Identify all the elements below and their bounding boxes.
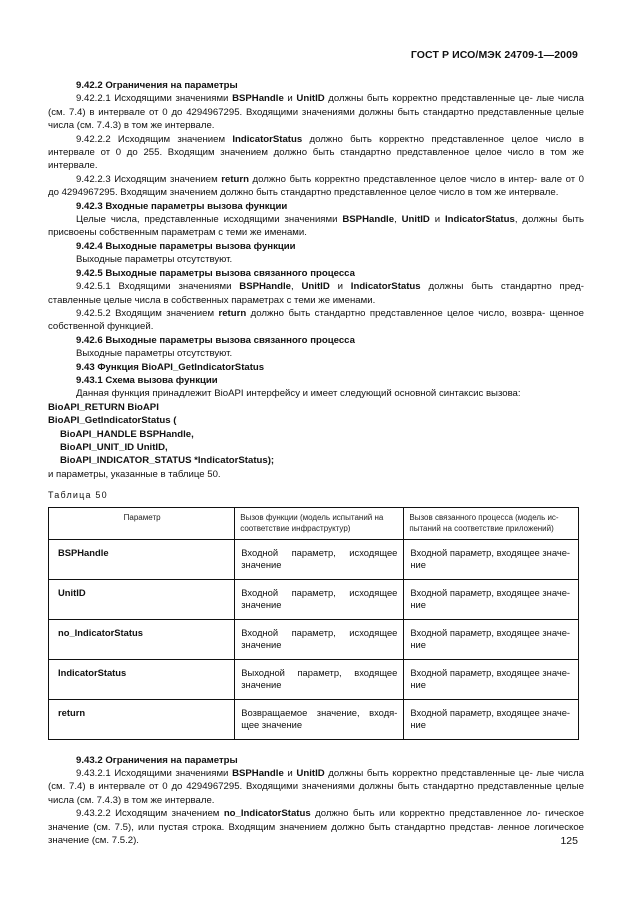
heading-9-42-6: 9.42.6 Выходные параметры вызова связанного процесса xyxy=(76,334,355,346)
heading-9-42-2: 9.42.2 Ограничения на параметры xyxy=(76,80,238,91)
para-9-43-1: Данная функция принадлежит BioAPI интерфейсу и имеет следующий основной синтаксис вызова: xyxy=(76,388,521,400)
cell-proc: Входной параметр, входящее значе- ние xyxy=(404,659,579,699)
code-line-3: BioAPI_HANDLE BSPHandle, xyxy=(60,428,194,440)
para-9-43-2-2: 9.43.2.2 Исходящим значением no_IndicatorStatus должно быть или корректно представленное ло- гическое значение (см. 7.5), или пустая строка. Входящим значением должно быть стандартно представ- ленное логическое значение (см. 7.5.2). xyxy=(48,808,585,847)
header-parameter: Параметр xyxy=(49,507,235,539)
table-row xyxy=(49,619,579,659)
para-9-42-2-2: 9.42.2.2 Исходящим значением IndicatorStatus должно быть корректно представленное целое число в интервале от 0 до 255. Входящим значением должно быть стандартно представленное целое число в том же интервале. xyxy=(48,133,584,172)
cell-func: Выходной параметр, входящее значение xyxy=(235,659,404,699)
document-body xyxy=(48,79,584,847)
table-row xyxy=(49,539,579,579)
table-header-row xyxy=(49,507,579,539)
cell-func: Возвращаемое значение, входя- щее значение xyxy=(235,699,404,739)
cell-param: no_IndicatorStatus xyxy=(49,619,235,659)
para-9-42-4: Выходные параметры отсутствуют. xyxy=(76,254,233,266)
heading-9-43: 9.43 Функция BioAPI_GetIndicatorStatus xyxy=(76,361,265,373)
cell-proc: Входной параметр, входящее значе- ние xyxy=(404,579,579,619)
page-number: 125 xyxy=(560,835,578,847)
table-caption: Таблица 50 xyxy=(48,490,108,501)
para-9-42-5-2: 9.42.5.2 Входящим значением return должно быть стандартно представленное целое число, возвра- щенное собственной функцией. xyxy=(48,307,585,333)
cell-proc: Входной параметр, входящее значе- ние xyxy=(404,699,579,739)
parameters-table xyxy=(48,507,579,740)
cell-proc: Входной параметр, входящее значе- ние xyxy=(404,539,579,579)
heading-9-42-4: 9.42.4 Выходные параметры вызова функции xyxy=(76,240,296,252)
cell-param: BSPHandle xyxy=(49,539,235,579)
para-9-42-2-1: 9.42.2.1 Исходящими значениями BSPHandle и UnitID должны быть корректно представленные це- лые числа (см. 7.4) в интервале от 0 до 4294967295. Входящими значениями должны быть стандартно представленные целые числа (см. 7.4.3) в том же интервале. xyxy=(48,93,584,132)
cell-func: Входной параметр, исходящее значение xyxy=(235,539,404,579)
header-function-call: Вызов функции (модель испытаний на соответствие инфраструктур) xyxy=(235,507,404,539)
table-row xyxy=(49,659,579,699)
cell-func: Входной параметр, исходящее значение xyxy=(235,579,404,619)
para-9-42-5-1: 9.42.5.1 Входящими значениями BSPHandle, UnitID и IndicatorStatus должны быть стандартно пред- ставленные целые числа в собственных параметрах с теми же именами. xyxy=(48,281,584,306)
heading-9-42-3: 9.42.3 Входные параметры вызова функции xyxy=(76,200,288,212)
cell-func: Входной параметр, исходящее значение xyxy=(235,619,404,659)
cell-param: UnitID xyxy=(49,579,235,619)
cell-proc: Входной параметр, входящее значе- ние xyxy=(404,619,579,659)
standard-header: ГОСТ Р ИСО/МЭК 24709-1—2009 xyxy=(410,49,578,61)
cell-param: return xyxy=(49,699,235,739)
table-row xyxy=(49,579,579,619)
header-process-call: Вызов связанного процесса (модель ис- пытаний на соответствие приложений) xyxy=(404,507,579,539)
code-line-5: BioAPI_INDICATOR_STATUS *IndicatorStatus); xyxy=(60,455,275,467)
para-table-ref: и параметры, указанные в таблице 50. xyxy=(48,468,221,480)
code-line-1: BioAPI_RETURN BioAPI xyxy=(48,401,159,413)
para-9-42-3: Целые числа, представленные исходящими значениями BSPHandle, UnitID и IndicatorStatus, должны быть присвоены собственным параметрам с теми же именами. xyxy=(48,214,584,239)
para-9-42-6: Выходные параметры отсутствуют. xyxy=(76,348,233,360)
code-line-2: BioAPI_GetIndicatorStatus ( xyxy=(48,415,177,427)
heading-9-42-5: 9.42.5 Выходные параметры вызова связанного процесса xyxy=(76,267,355,279)
heading-9-43-1: 9.43.1 Схема вызова функции xyxy=(76,374,218,386)
table-row xyxy=(49,699,579,739)
code-line-4: BioAPI_UNIT_ID UnitID, xyxy=(60,441,168,453)
para-9-42-2-3: 9.42.2.3 Исходящим значением return должно быть корректно представленное целое число в интер- вале от 0 до 4294967295. Входящим значением должно быть стандартно представленное целое число в том же интервале. xyxy=(48,173,585,199)
heading-9-43-2: 9.43.2 Ограничения на параметры xyxy=(76,754,238,766)
para-9-43-2-1: 9.43.2.1 Исходящими значениями BSPHandle и UnitID должны быть корректно представленные це- лые числа (см. 7.4) в интервале от 0 до 4294967295. Входящими значениями должны быть стандартно представленные целые числа (см. 7.4.3) в том же интервале. xyxy=(48,768,584,806)
cell-param: IndicatorStatus xyxy=(49,659,235,699)
